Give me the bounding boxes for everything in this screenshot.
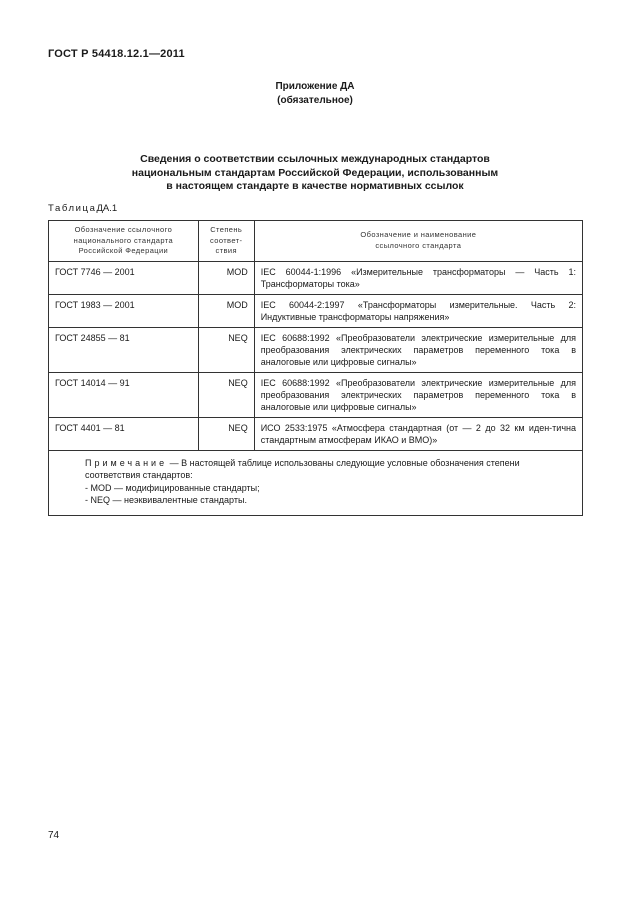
cell-reference: IEC 60688:1992 «Преобразователи электрические измерительные для преобразования электрических параметров переменного тока в аналоговые или цифровые сигналы» [254, 372, 582, 417]
header-col1-line: Обозначение ссылочного [74, 225, 173, 234]
cell-gost: ГОСТ 1983 — 2001 [49, 294, 199, 327]
header-national-standard [49, 221, 199, 262]
cell-degree: MOD [198, 294, 254, 327]
cell-reference: IEC 60044-2:1997 «Трансформаторы измерительные. Часть 2: Индуктивные трансформаторы напряжения» [254, 294, 582, 327]
note-label: Примечание [85, 457, 168, 468]
header-reference-standard [254, 221, 582, 262]
standards-table [48, 220, 583, 516]
note-item-neq: - NEQ — неэквивалентные стандарты. [85, 495, 247, 505]
table-note-row [49, 450, 583, 515]
section-title-line-3: в настоящем стандарте в качестве нормативных ссылок [166, 180, 464, 192]
table-header-row [49, 221, 583, 262]
table-row [49, 417, 583, 450]
table-caption-id: ДА.1 [96, 203, 118, 214]
cell-degree: NEQ [198, 372, 254, 417]
header-col3-line: ссылочного стандарта [375, 240, 462, 250]
header-col2-line: Степень [210, 225, 243, 234]
table-row [49, 294, 583, 327]
cell-degree: NEQ [198, 417, 254, 450]
cell-reference: IEC 60044-1:1996 «Измерительные трансформаторы — Часть 1: Трансформаторы тока» [254, 261, 582, 294]
header-degree [198, 221, 254, 262]
section-title-line-1: Сведения о соответствии ссылочных международных стандартов [140, 153, 490, 165]
cell-reference: ИСО 2533:1975 «Атмосфера стандартная (от — 2 до 32 км иден-тична стандартным атмосферам ИКАО и ВМО)» [254, 417, 582, 450]
table-note [49, 450, 583, 515]
appendix-subtitle: (обязательное) [277, 95, 353, 106]
cell-gost: ГОСТ 24855 — 81 [49, 327, 199, 372]
header-col2-line: соответ- [210, 235, 243, 245]
page-number: 74 [48, 830, 60, 841]
header-col3-line: Обозначение и наименование [360, 230, 477, 240]
cell-degree: NEQ [198, 327, 254, 372]
header-col1-line: национального стандарта [73, 235, 174, 245]
note-intro [55, 457, 576, 482]
document-header: ГОСТ Р 54418.12.1—2011 [48, 48, 185, 60]
cell-gost: ГОСТ 14014 — 91 [49, 372, 199, 417]
table-caption [48, 203, 117, 214]
cell-gost: ГОСТ 4401 — 81 [49, 417, 199, 450]
note-item-mod: - MOD — модифицированные стандарты; [85, 482, 260, 493]
cell-reference: IEC 60688:1992 «Преобразователи электрические измерительные для преобразования электрических параметров переменного тока в аналоговые или цифровые сигналы» [254, 327, 582, 372]
table-row [49, 327, 583, 372]
section-title-line-2: национальным стандартам Российской Федерации, использованным [131, 166, 499, 179]
section-title [0, 153, 630, 194]
header-col1-line: Российской Федерации [78, 246, 169, 255]
cell-degree: MOD [198, 261, 254, 294]
note-text: — В настоящей таблице использованы следующие условные обозначения степени соответствия стандартов: [85, 457, 520, 480]
appendix-title: Приложение ДА [275, 81, 355, 92]
table-caption-label: Таблица [48, 203, 97, 214]
header-col2-line: ствия [215, 246, 237, 255]
table-row [49, 261, 583, 294]
cell-gost: ГОСТ 7746 — 2001 [49, 261, 199, 294]
table-row [49, 372, 583, 417]
